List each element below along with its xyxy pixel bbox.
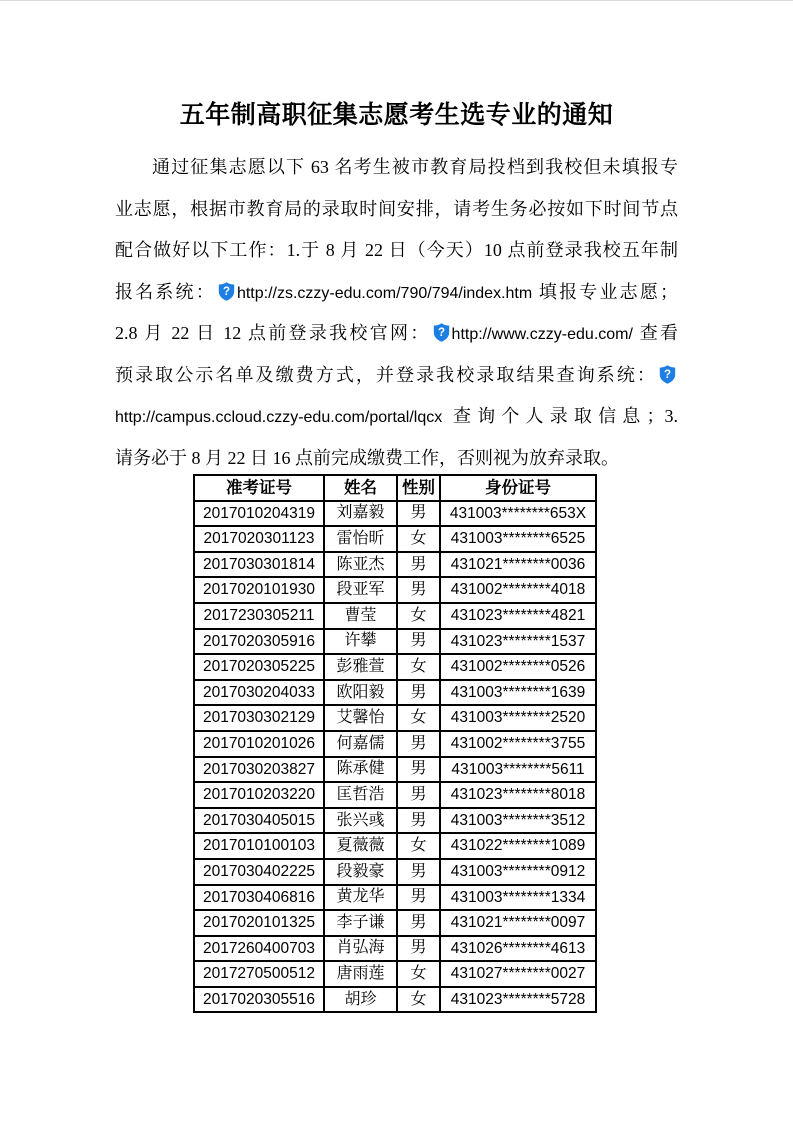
hyperlink-shield-icon	[218, 282, 235, 301]
id-no-cell: 431002********0526	[440, 654, 596, 680]
notice-text: 业志愿，根据市教育局的录取时间安排，请考生务必按如下时间节点	[115, 198, 678, 219]
table-row	[194, 552, 596, 578]
name-cell: 曹莹	[324, 603, 397, 629]
name-cell: 李子谦	[324, 910, 397, 936]
id-no-cell: 431027********0027	[440, 961, 596, 987]
id-no-cell: 431003********1334	[440, 885, 596, 911]
notice-text: 查看	[632, 323, 678, 343]
table-row	[194, 526, 596, 552]
notice-line	[115, 147, 678, 189]
exam-no-cell: 2017030301814	[194, 552, 324, 578]
table-row	[194, 859, 596, 885]
svg-text:?: ?	[437, 327, 445, 339]
name-cell: 何嘉儒	[324, 731, 397, 757]
gender-cell: 男	[397, 885, 440, 911]
gender-cell: 男	[397, 782, 440, 808]
gender-cell: 女	[397, 833, 440, 859]
name-cell: 艾馨怡	[324, 705, 397, 731]
exam-no-cell: 2017020305516	[194, 987, 324, 1013]
name-cell: 许攀	[324, 629, 397, 655]
name-cell: 段亚军	[324, 577, 397, 603]
notice-text: 配合做好以下工作：1.于 8 月 22 日（今天）10 点前登录我校五年制	[115, 240, 678, 260]
exam-no-cell: 2017030405015	[194, 808, 324, 834]
id-no-cell: 431023********1537	[440, 629, 596, 655]
exam-no-cell: 2017030204033	[194, 680, 324, 706]
col-header-name: 姓名	[324, 475, 397, 501]
students-table	[193, 474, 597, 1013]
col-header-id-no: 身份证号	[440, 475, 596, 501]
name-cell: 张兴彧	[324, 808, 397, 834]
notice-line	[115, 313, 678, 355]
hyperlink[interactable]: http://zs.czzy-edu.com/790/794/index.htm	[236, 284, 533, 302]
id-no-cell: 431002********4018	[440, 577, 596, 603]
gender-cell: 男	[397, 859, 440, 885]
id-no-cell: 431003********6525	[440, 526, 596, 552]
gender-cell: 男	[397, 936, 440, 962]
id-no-cell: 431003********5611	[440, 757, 596, 783]
hyperlink[interactable]: http://campus.ccloud.czzy-edu.com/portal/lqcx	[115, 409, 443, 426]
exam-no-cell: 2017020305225	[194, 654, 324, 680]
table-row	[194, 782, 596, 808]
table-row	[194, 808, 596, 834]
exam-no-cell: 2017030203827	[194, 757, 324, 783]
notice-line	[115, 355, 678, 397]
name-cell: 胡珍	[324, 987, 397, 1013]
gender-cell: 男	[397, 757, 440, 783]
gender-cell: 男	[397, 808, 440, 834]
gender-cell: 女	[397, 987, 440, 1013]
hyperlink[interactable]: http://www.czzy-edu.com/	[451, 326, 633, 343]
table-header-row	[194, 475, 596, 501]
name-cell: 陈亚杰	[324, 552, 397, 578]
name-cell: 陈承健	[324, 757, 397, 783]
name-cell: 雷怡昕	[324, 526, 397, 552]
notice-line	[115, 272, 678, 314]
table-row	[194, 833, 596, 859]
id-no-cell: 431021********0097	[440, 910, 596, 936]
gender-cell: 男	[397, 731, 440, 757]
notice-text: 报名系统：	[115, 281, 216, 302]
id-no-cell: 431003********653X	[440, 501, 596, 527]
name-cell: 黄龙华	[324, 885, 397, 911]
name-cell: 夏薇薇	[324, 833, 397, 859]
table-row	[194, 705, 596, 731]
gender-cell: 男	[397, 501, 440, 527]
id-no-cell: 431003********2520	[440, 705, 596, 731]
notice-line	[115, 189, 678, 231]
exam-no-cell: 2017010203220	[194, 782, 324, 808]
exam-no-cell: 2017010100103	[194, 833, 324, 859]
exam-no-cell: 2017020101325	[194, 910, 324, 936]
name-cell: 彭雅萱	[324, 654, 397, 680]
notice-line	[115, 438, 678, 480]
table-row	[194, 885, 596, 911]
gender-cell: 女	[397, 526, 440, 552]
notice-text: 预录取公示名单及缴费方式，并登录我校录取结果查询系统：	[115, 364, 657, 385]
table-row	[194, 936, 596, 962]
gender-cell: 男	[397, 680, 440, 706]
table-row	[194, 910, 596, 936]
id-no-cell: 431002********3755	[440, 731, 596, 757]
name-cell: 段毅豪	[324, 859, 397, 885]
exam-no-cell: 2017030406816	[194, 885, 324, 911]
gender-cell: 男	[397, 910, 440, 936]
id-no-cell: 431003********1639	[440, 680, 596, 706]
notice-text: 2.8 月 22 日 12 点前登录我校官网：	[115, 323, 431, 343]
exam-no-cell: 2017020305916	[194, 629, 324, 655]
exam-no-cell: 2017020101930	[194, 577, 324, 603]
id-no-cell: 431021********0036	[440, 552, 596, 578]
notice-paragraph	[115, 147, 678, 479]
id-no-cell: 431026********4613	[440, 936, 596, 962]
exam-no-cell: 2017030402225	[194, 859, 324, 885]
name-cell: 欧阳毅	[324, 680, 397, 706]
name-cell: 匡哲浩	[324, 782, 397, 808]
col-header-gender: 性别	[397, 475, 440, 501]
table-row	[194, 987, 596, 1013]
gender-cell: 男	[397, 552, 440, 578]
exam-no-cell: 2017270500512	[194, 961, 324, 987]
table-row	[194, 961, 596, 987]
exam-no-cell: 2017020301123	[194, 526, 324, 552]
id-no-cell: 431003********3512	[440, 808, 596, 834]
notice-text: 请务必于 8 月 22 日 16 点前完成缴费工作，否则视为放弃录取。	[115, 447, 619, 468]
exam-no-cell: 2017230305211	[194, 603, 324, 629]
id-no-cell: 431023********5728	[440, 987, 596, 1013]
gender-cell: 女	[397, 654, 440, 680]
table-row	[194, 577, 596, 603]
gender-cell: 男	[397, 577, 440, 603]
gender-cell: 女	[397, 961, 440, 987]
table-row	[194, 501, 596, 527]
id-no-cell: 431003********0912	[440, 859, 596, 885]
exam-no-cell: 2017030302129	[194, 705, 324, 731]
gender-cell: 女	[397, 603, 440, 629]
name-cell: 刘嘉毅	[324, 501, 397, 527]
table-row	[194, 731, 596, 757]
notice-text: 填报专业志愿；	[532, 281, 678, 302]
table-row	[194, 680, 596, 706]
id-no-cell: 431022********1089	[440, 833, 596, 859]
exam-no-cell: 2017010204319	[194, 501, 324, 527]
col-header-exam-no: 准考证号	[194, 475, 324, 501]
hyperlink-shield-icon	[659, 365, 676, 384]
hyperlink-shield-icon	[433, 323, 450, 342]
table-row	[194, 654, 596, 680]
gender-cell: 男	[397, 629, 440, 655]
id-no-cell: 431023********4821	[440, 603, 596, 629]
table-row	[194, 603, 596, 629]
exam-no-cell: 2017010201026	[194, 731, 324, 757]
table-row	[194, 757, 596, 783]
notice-line	[115, 396, 678, 438]
notice-line	[115, 230, 678, 272]
page-title: 五年制高职征集志愿考生选专业的通知	[179, 102, 614, 129]
name-cell: 肖弘海	[324, 936, 397, 962]
notice-text: 通过征集志愿以下 63 名考生被市教育局投档到我校但未填报专	[152, 157, 678, 177]
svg-text:?: ?	[663, 368, 672, 381]
name-cell: 唐雨莲	[324, 961, 397, 987]
exam-no-cell: 2017260400703	[194, 936, 324, 962]
notice-text: 查询个人录取信息；3.	[442, 406, 678, 426]
table-row	[194, 629, 596, 655]
gender-cell: 女	[397, 705, 440, 731]
svg-text:?: ?	[222, 285, 230, 298]
id-no-cell: 431023********8018	[440, 782, 596, 808]
